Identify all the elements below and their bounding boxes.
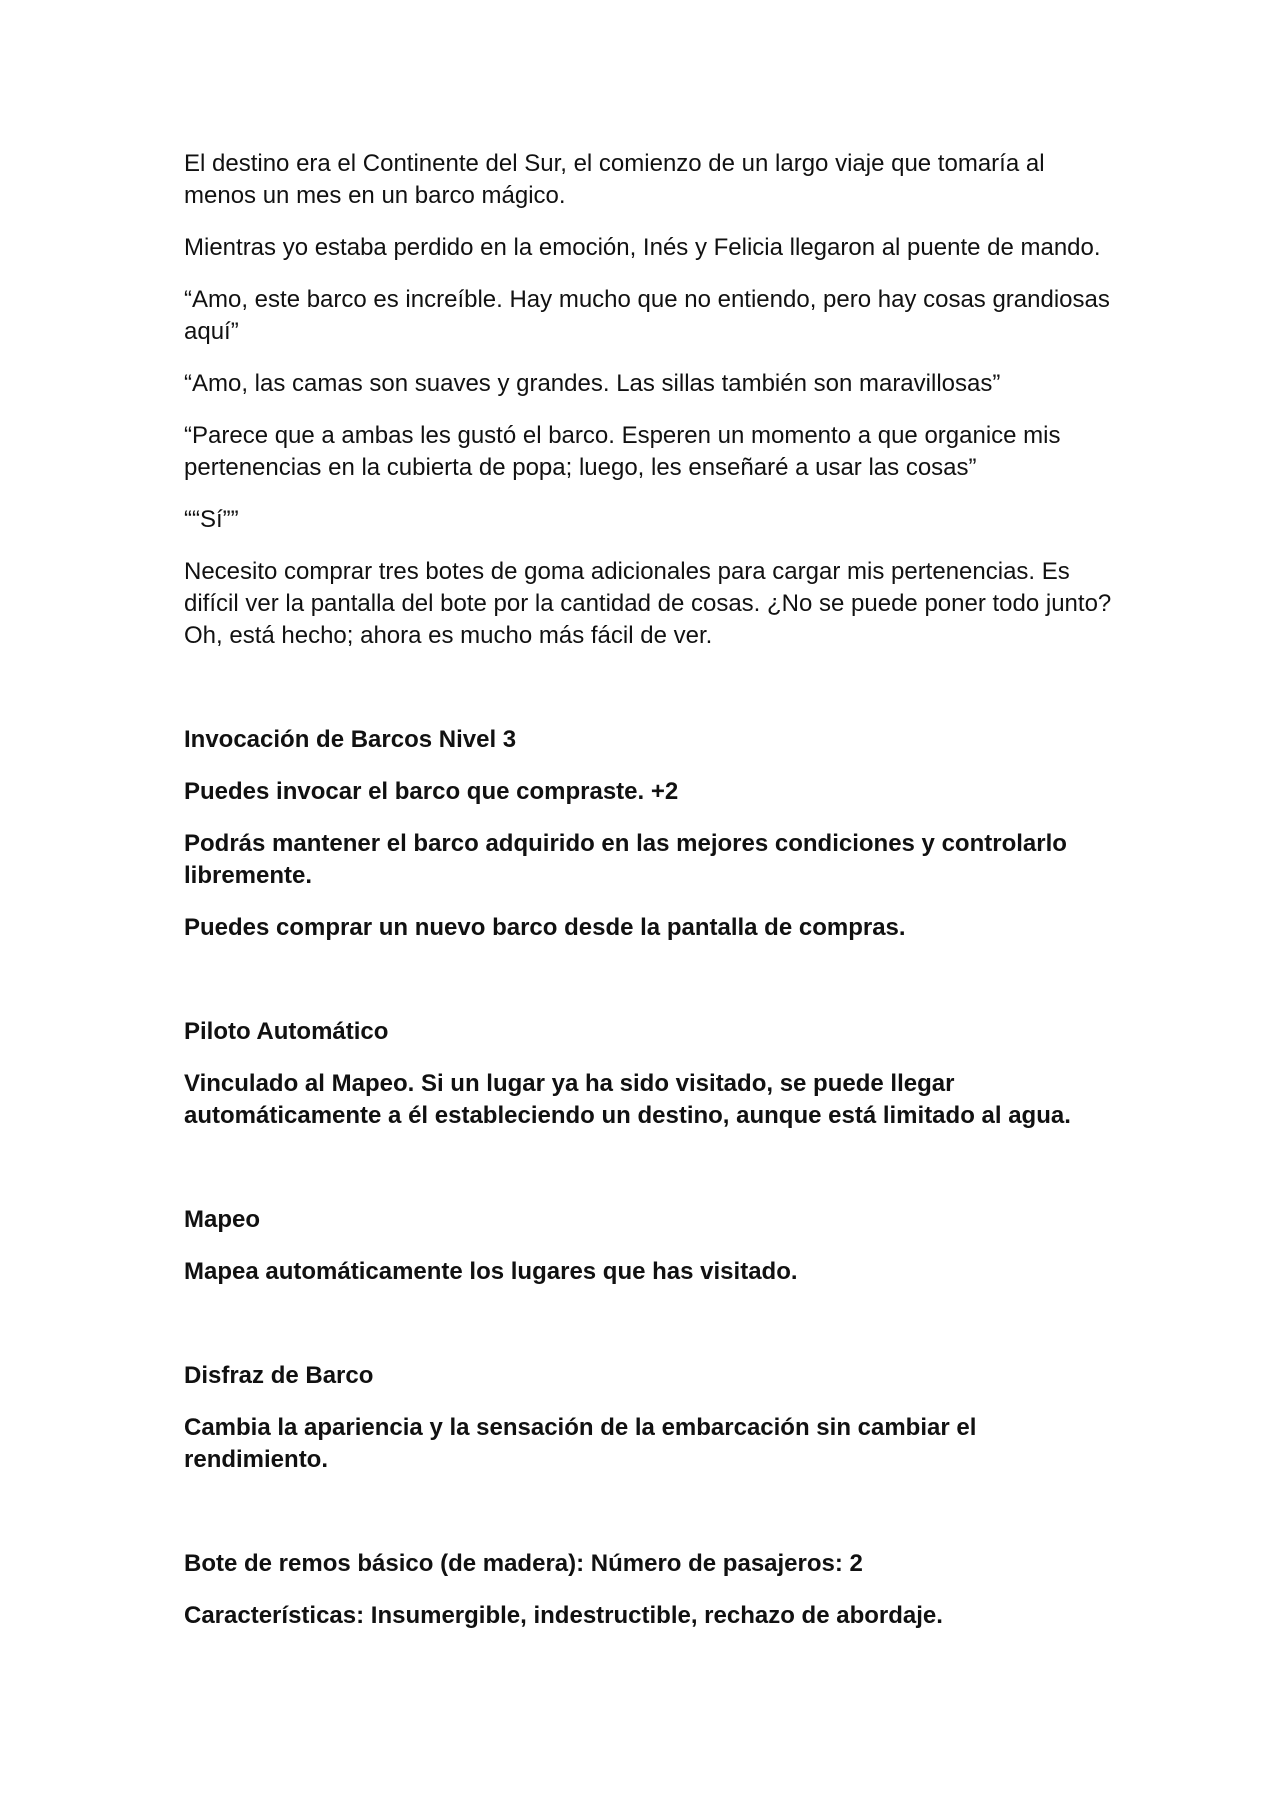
narrative-paragraph-2: Mientras yo estaba perdido en la emoción, Inés y Felicia llegaron al puente de mando. xyxy=(184,234,1101,261)
skill-title-piloto: Piloto Automático xyxy=(184,1018,389,1045)
narrative-paragraph-3: Necesito comprar tres botes de goma adicionales para cargar mis pertenencias. Es difícil ver la pantalla del bote por la cantidad de cosas. ¿No se puede poner todo junto? Oh, está hecho; ahora es mucho más fácil de ver. xyxy=(184,558,1112,649)
skill-title-mapeo: Mapeo xyxy=(184,1206,261,1233)
dialogue-felicia: “Amo, las camas son suaves y grandes. Las sillas también son maravillosas” xyxy=(184,370,1001,397)
skill-line-piloto-1: Vinculado al Mapeo. Si un lugar ya ha sido visitado, se puede llegar automáticamente a él estableciendo un destino, aunque está limitado al agua. xyxy=(184,1070,1071,1129)
dialogue-both: ““Sí”” xyxy=(184,506,239,533)
document-body xyxy=(184,148,1114,1652)
skill-title-disfraz: Disfraz de Barco xyxy=(184,1362,374,1389)
skill-line-disfraz-1: Cambia la apariencia y la sensación de la embarcación sin cambiar el rendimiento. xyxy=(184,1414,977,1473)
section-spacer xyxy=(184,1308,1114,1360)
skill-line-mapeo-1: Mapea automáticamente los lugares que has visitado. xyxy=(184,1258,798,1285)
section-spacer xyxy=(184,964,1114,1016)
narrative-paragraph-1: El destino era el Continente del Sur, el comienzo de un largo viaje que tomaría al menos un mes en un barco mágico. xyxy=(184,150,1045,209)
boat-info-line-1: Bote de remos básico (de madera): Número de pasajeros: 2 xyxy=(184,1550,863,1577)
dialogue-protagonist: “Parece que a ambas les gustó el barco. Esperen un momento a que organice mis pertenencias en la cubierta de popa; luego, les enseñaré a usar las cosas” xyxy=(184,422,1061,481)
skill-line-invocacion-2: Podrás mantener el barco adquirido en las mejores condiciones y controlarlo libremente. xyxy=(184,830,1067,889)
dialogue-ines: “Amo, este barco es increíble. Hay mucho que no entiendo, pero hay cosas grandiosas aquí” xyxy=(184,286,1110,345)
section-spacer xyxy=(184,1152,1114,1204)
skill-line-invocacion-1: Puedes invocar el barco que compraste. +2 xyxy=(184,778,679,805)
section-spacer xyxy=(184,672,1114,724)
skill-line-invocacion-3: Puedes comprar un nuevo barco desde la pantalla de compras. xyxy=(184,914,906,941)
boat-info-line-2: Características: Insumergible, indestructible, rechazo de abordaje. xyxy=(184,1602,943,1629)
skill-title-invocacion: Invocación de Barcos Nivel 3 xyxy=(184,726,517,753)
section-spacer xyxy=(184,1496,1114,1548)
